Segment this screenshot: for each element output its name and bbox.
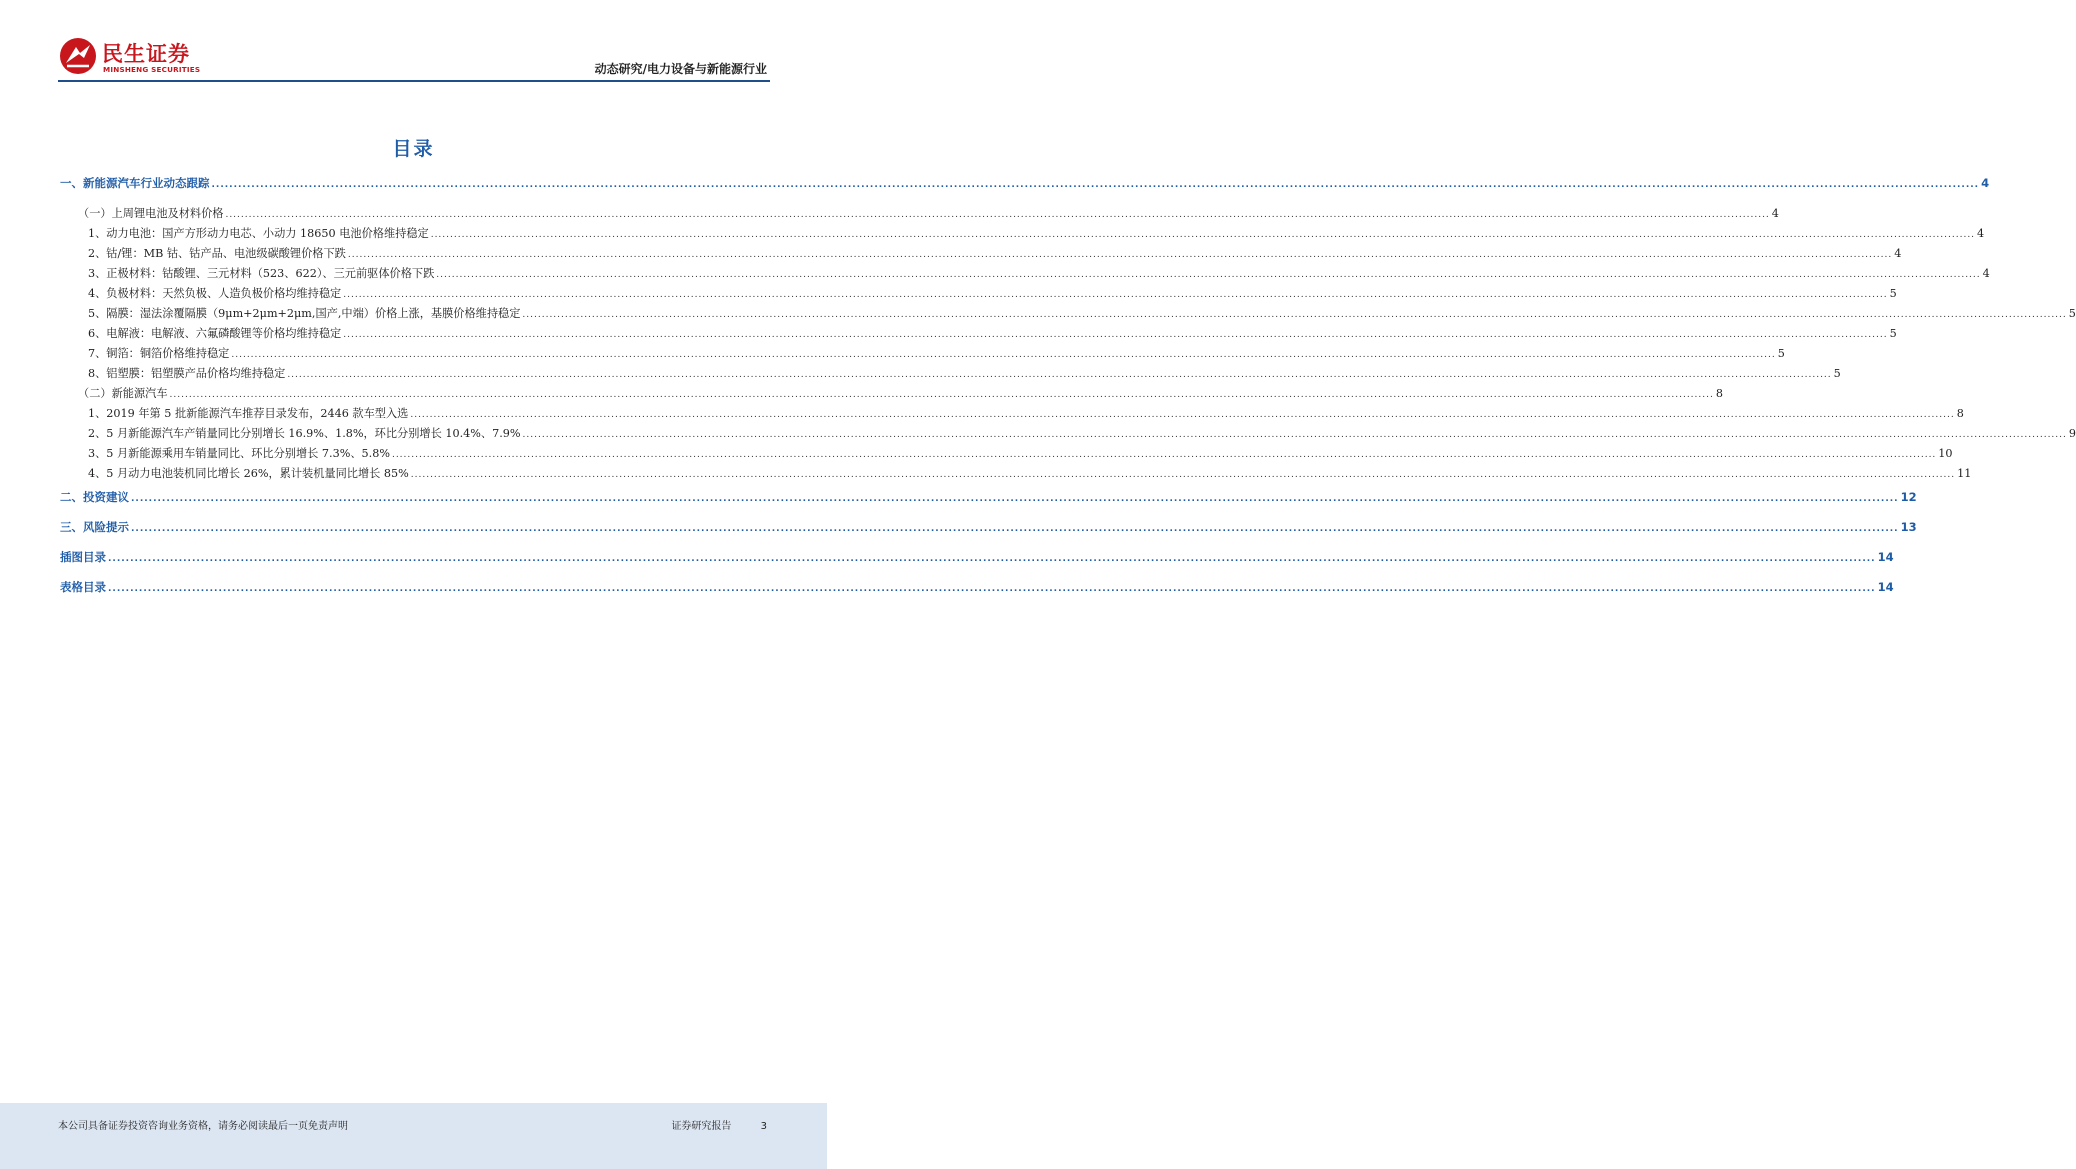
toc-entry-page: 14 [1877,580,1894,594]
toc-entry-page: 9 [2068,427,2076,440]
header-divider [58,80,770,82]
toc-entry-text: 6、电解液：电解液、六氟磷酸锂等价格均维持稳定 [88,327,342,340]
report-category: 动态研究/电力设备与新能源行业 [594,62,767,76]
toc-entry-text: 3、正极材料：钴酸锂、三元材料（523、622）、三元前驱体价格下跌 [88,267,435,280]
toc-entry-text: 3、5 月新能源乘用车销量同比、环比分别增长 7.3%、5.8% [88,447,390,460]
toc-entry-text: 1、动力电池：国产方形动力电芯、小动力 18650 电池价格维持稳定 [88,227,429,240]
toc-leader-dots: ................................................................................................................................................................................................................................................................................................................................................................................................................ [343,330,1888,340]
toc-leader-dots: ................................................................................................................................................................................................................................................................................................................................................................................................................ [211,180,1980,190]
toc-entry[interactable] [60,345,1785,365]
toc-leader-dots: ................................................................................................................................................................................................................................................................................................................................................................................................................ [436,270,1981,280]
toc-entry-text: 三、风险提示 [60,520,129,534]
toc-entry-page: 5 [2068,307,2076,320]
toc-leader-dots: ................................................................................................................................................................................................................................................................................................................................................................................................................ [108,584,1876,594]
toc-leader-dots: ................................................................................................................................................................................................................................................................................................................................................................................................................ [169,390,1714,400]
toc-leader-dots: ................................................................................................................................................................................................................................................................................................................................................................................................................ [410,470,1956,480]
toc-entry-page: 4 [1977,227,1985,240]
logo-english-name: MINSHENG SECURITIES [103,65,201,74]
page-header [0,0,827,84]
toc-entry[interactable] [60,385,1723,405]
toc-entry-page: 4 [1982,267,1990,280]
toc-leader-dots: ................................................................................................................................................................................................................................................................................................................................................................................................................ [231,350,1776,360]
toc-entry-text: 2、5 月新能源汽车产销量同比分别增长 16.9%、1.8%，环比分别增长 10.4%、7.9% [88,427,521,440]
toc-entry[interactable] [60,519,1917,545]
toc-entry-page: 5 [1833,367,1841,380]
toc-entry-page: 8 [1956,407,1964,420]
toc-leader-dots: ................................................................................................................................................................................................................................................................................................................................................................................................................ [343,290,1888,300]
toc-leader-dots: ................................................................................................................................................................................................................................................................................................................................................................................................................ [522,310,2067,320]
toc-entry-page: 11 [1957,467,1972,480]
toc-entry-page: 12 [1900,490,1917,504]
toc-entry-text: 7、铜箔：铜箔价格维持稳定 [88,347,230,360]
toc-entry-page: 5 [1889,327,1897,340]
toc-entry-page: 4 [1771,207,1779,220]
toc-entry[interactable] [60,405,1964,425]
toc-leader-dots: ................................................................................................................................................................................................................................................................................................................................................................................................................ [108,554,1876,564]
toc-entry-text: 2、钴/锂：MB 钴、钴产品、电池级碳酸锂价格下跌 [88,247,346,260]
toc-entry-page: 10 [1938,447,1953,460]
toc-entry-text: （二）新能源汽车 [78,387,168,400]
toc-entry[interactable] [60,579,1894,605]
toc-entry[interactable] [60,265,1990,285]
toc-entry-text: 4、负极材料：天然负极、人造负极价格均维持稳定 [88,287,342,300]
toc-leader-dots: ................................................................................................................................................................................................................................................................................................................................................................................................................ [131,494,1899,504]
toc-entry-text: 二、投资建议 [60,490,129,504]
toc-entry-page: 14 [1877,550,1894,564]
toc-entry-page: 8 [1715,387,1723,400]
footer-right [671,1117,767,1132]
toc-leader-dots: ................................................................................................................................................................................................................................................................................................................................................................................................................ [410,410,1955,420]
page-footer [0,1103,827,1169]
toc-entry-text: 1、2019 年第 5 批新能源汽车推荐目录发布，2446 款车型入选 [88,407,409,420]
toc-entry[interactable] [60,245,1902,265]
minsheng-logo-icon [58,36,98,76]
toc-entry-page: 5 [1889,287,1897,300]
toc-entry-text: 表格目录 [60,580,106,594]
toc-leader-dots: ................................................................................................................................................................................................................................................................................................................................................................................................................ [287,370,1832,380]
toc-entry-page: 4 [1981,176,1990,190]
toc-entry[interactable] [60,365,1841,385]
toc-entry-text: 8、铝塑膜：铝塑膜产品价格均维持稳定 [88,367,286,380]
toc-entry-page: 13 [1900,520,1917,534]
toc-leader-dots: ................................................................................................................................................................................................................................................................................................................................................................................................................ [522,430,2067,440]
toc-entry-page: 4 [1894,247,1902,260]
toc-entry[interactable] [60,425,2076,445]
table-of-contents [60,175,2076,605]
toc-leader-dots: ................................................................................................................................................................................................................................................................................................................................................................................................................ [131,524,1899,534]
toc-leader-dots: ................................................................................................................................................................................................................................................................................................................................................................................................................ [225,210,1770,220]
page-number: 3 [760,1121,767,1132]
toc-entry[interactable] [60,205,1779,225]
footer-disclaimer: 本公司具备证券投资咨询业务资格，请务必阅读最后一页免责声明 [58,1121,348,1132]
toc-leader-dots: ................................................................................................................................................................................................................................................................................................................................................................................................................ [430,230,1976,240]
toc-entry[interactable] [60,305,2076,325]
toc-entry[interactable] [60,549,1894,575]
toc-entry[interactable] [60,489,1917,515]
toc-entry[interactable] [60,225,1985,245]
toc-entry[interactable] [60,325,1897,345]
minsheng-logo [58,36,208,78]
toc-entry-text: 一、新能源汽车行业动态跟踪 [60,176,210,190]
toc-entry[interactable] [60,445,1953,465]
toc-leader-dots: ................................................................................................................................................................................................................................................................................................................................................................................................................ [347,250,1893,260]
toc-title: 目录 [392,138,435,160]
toc-entry-text: （一）上周锂电池及材料价格 [78,207,224,220]
toc-entry[interactable] [60,465,1972,485]
footer-report-type: 证券研究报告 [671,1121,732,1132]
toc-entry-text: 5、隔膜：湿法涂覆隔膜（9μm+2μm+2μm,国产,中端）价格上涨，基膜价格维持稳定 [88,307,521,320]
logo-chinese-name: 民生证券 [102,42,190,66]
toc-leader-dots: ................................................................................................................................................................................................................................................................................................................................................................................................................ [391,450,1937,460]
toc-entry[interactable] [60,175,1990,201]
toc-entry[interactable] [60,285,1897,305]
toc-entry-text: 4、5 月动力电池装机同比增长 26%，累计装机量同比增长 85% [88,467,409,480]
toc-entry-page: 5 [1777,347,1785,360]
toc-entry-text: 插图目录 [60,550,106,564]
